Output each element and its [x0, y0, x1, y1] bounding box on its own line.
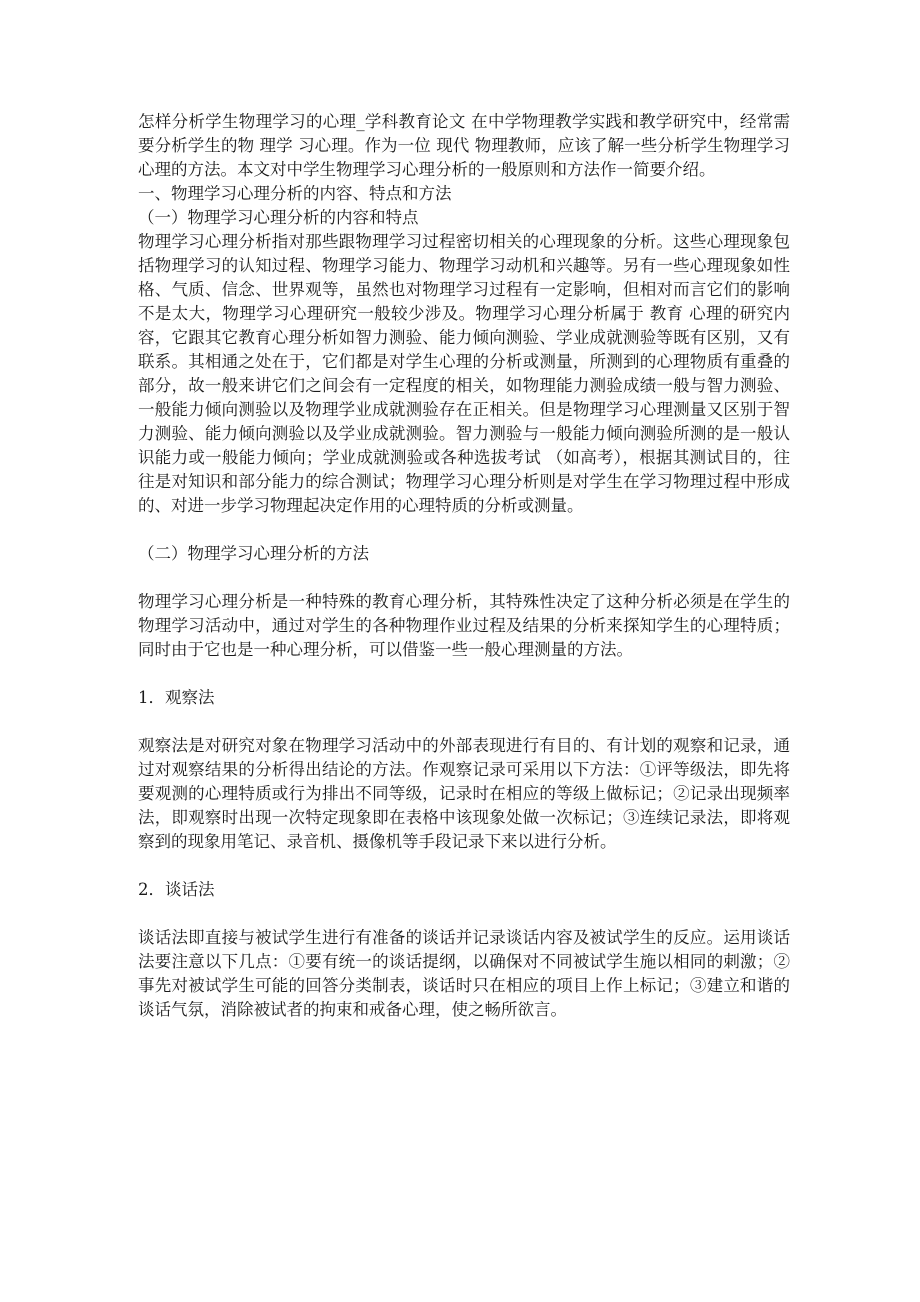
spacer	[138, 518, 790, 542]
spacer	[138, 662, 790, 686]
method-heading-interview: 2．谈话法	[138, 880, 215, 899]
content-paragraph: 物理学习心理分析指对那些跟物理学习过程密切相关的心理现象的分析。这些心理现象包括物理学习的认知过程、物理学习能力、物理学习动机和兴趣等。另有一些心理现象如性格、气质、信念、世界观等，虽然也对物理学习过程有一定影响，但相对而言它们的影响不是太大，物理学习心理研究一般较少涉及。物理学习心理分析属于 教育 心理的研究内容，它跟其它教育心理分析如智力测验、能力倾向测验、学业成就测验等既有区别，又有联系。其相通之处在于，它们都是对学生心理的分析或测量，所测到的心理物质有重叠的部分，故一般来讲它们之间会有一定程度的相关，如物理能力测验成绩一般与智力测验、一般能力倾向测验以及物理学业成就测验存在正相关。但是物理学习心理测量又区别于智力测验、能力倾向测验以及学业成就测验。智力测验与一般能力倾向测验所测的是一般认识能力或一般能力倾向；学业成就测验或各种选拔考试 （如高考），根据其测试目的，往往是对知识和部分能力的综合测试；物理学习心理分析则是对学生在学习物理过程中形成的、对进一步学习物理起决定作用的心理特质的分析或测量。	[138, 232, 790, 515]
section-heading: 一、物理学习心理分析的内容、特点和方法	[138, 184, 452, 203]
interview-paragraph: 谈话法即直接与被试学生进行有准备的谈话并记录谈话内容及被试学生的反应。运用谈话法要注意以下几点：①要有统一的谈话提纲，以确保对不同被试学生施以相同的刺激；②事先对被试学生可能的回答分类制表，谈话时只在相应的项目上作上标记；③建立和谐的谈话气氛，消除被试者的拘束和戒备心理，使之畅所欲言。	[138, 928, 790, 1019]
spacer	[138, 566, 790, 590]
subsection-heading-methods: （二）物理学习心理分析的方法	[138, 544, 369, 563]
document-body	[138, 110, 790, 1022]
intro-paragraph: 怎样分析学生物理学习的心理_学科教育论文 在中学物理教学实践和教学研究中，经常需要分析学生的物 理学 习心理。作为一位 现代 物理教师，应该了解一些分析学生物理学习心理的方法。本文对中学生物理学习心理分析的一般原则和方法作一简要介绍。	[138, 112, 790, 179]
method-heading-observation: 1．观察法	[138, 688, 215, 707]
spacer	[138, 854, 790, 878]
methods-paragraph: 物理学习心理分析是一种特殊的教育心理分析，其特殊性决定了这种分析必须是在学生的物理学习活动中，通过对学生的各种物理作业过程及结果的分析来探知学生的心理特质；同时由于它也是一种心理分析，可以借鉴一些一般心理测量的方法。	[138, 592, 790, 659]
spacer	[138, 710, 790, 734]
observation-paragraph: 观察法是对研究对象在物理学习活动中的外部表现进行有目的、有计划的观察和记录，通过对观察结果的分析得出结论的方法。作观察记录可采用以下方法：①评等级法，即先将要观测的心理特质或行为排出不同等级，记录时在相应的等级上做标记；②记录出现频率法，即观察时出现一次特定现象即在表格中该现象处做一次标记；③连续记录法，即将观察到的现象用笔记、录音机、摄像机等手段记录下来以进行分析。	[138, 736, 790, 851]
spacer	[138, 902, 790, 926]
subsection-heading-content: （一）物理学习心理分析的内容和特点	[138, 208, 419, 227]
